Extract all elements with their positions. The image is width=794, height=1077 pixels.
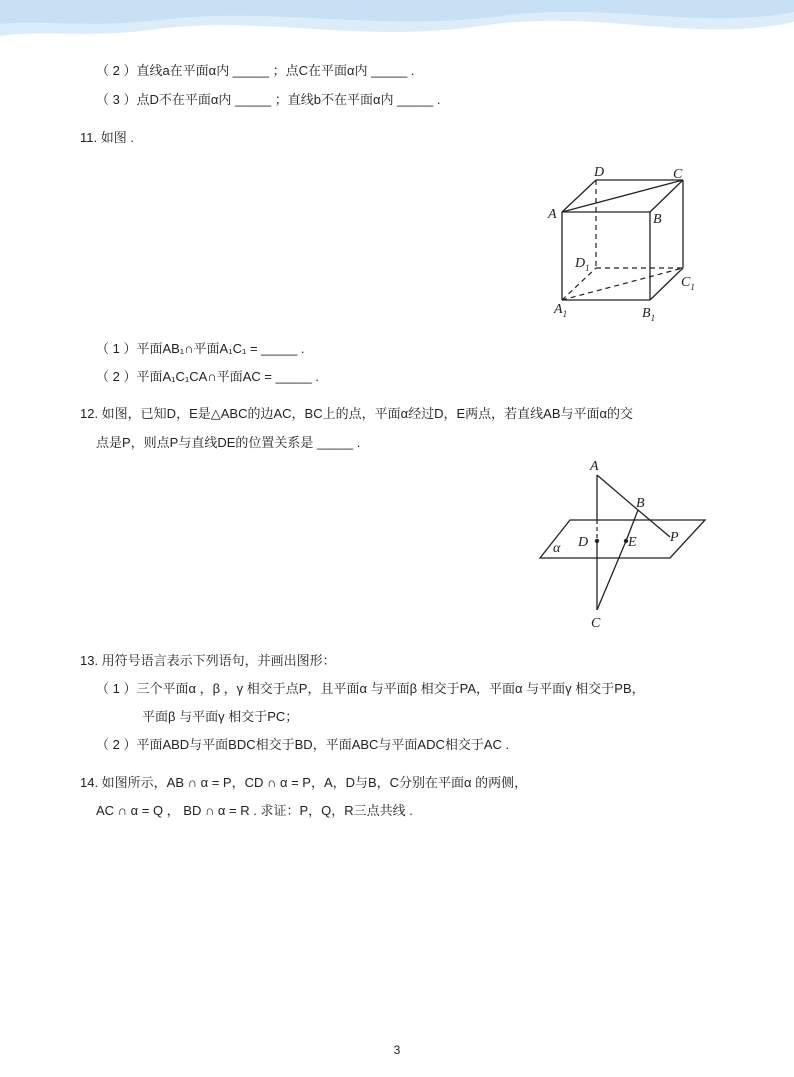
label-B: B (653, 212, 662, 227)
q10-part2: （ 2 ）直线a在平面α内 _____ ；点C在平面α内 _____ . (96, 63, 415, 78)
label-D: D (578, 535, 589, 550)
edge-B1C1 (650, 268, 683, 300)
label-B1: $B_1$ (642, 306, 656, 323)
header-wave-decoration (0, 0, 794, 60)
label-D: D (594, 165, 605, 180)
label-C: C (673, 167, 683, 182)
q13-part2: （ 2 ）平面ABD与平面BDC相交于BD，平面ABC与平面ADC相交于AC . (96, 737, 510, 752)
q11-part2: （ 2 ）平面A₁C₁CA∩平面AC = _____ . (96, 369, 319, 384)
q13-title: 13. 用符号语言表示下列语句，并画出图形： (80, 653, 336, 668)
label-C: C (591, 616, 601, 631)
label-alpha: α (553, 541, 561, 556)
segment-BP (638, 510, 670, 537)
q14-line2: AC ∩ α = Q ， BD ∩ α = R . 求证：P，Q，R三点共线 . (96, 803, 413, 818)
label-A: A (590, 459, 599, 474)
segment-EC (597, 541, 626, 610)
label-E: E (628, 535, 637, 550)
q10-part3: （ 3 ）点D不在平面α内 _____ ；直线b不在平面α内 _____ . (96, 92, 441, 107)
q12-line1: 12. 如图，已知D，E是△ABC的边AC，BC上的点，平面α经过D，E两点，若直线AB与平面α的交 (80, 406, 634, 421)
page-number: 3 (393, 1043, 401, 1057)
diagonal-A1C1 (562, 268, 683, 300)
q14-line1: 14. 如图所示，AB ∩ α = P，CD ∩ α = P，A，D与B，C分别在平面α 的两侧， (80, 775, 528, 790)
q13-part1-line1: （ 1 ）三个平面α ，β ，γ 相交于点P，且平面α 与平面β 相交于PA，平面α 与平面γ 相交于PB， (96, 681, 645, 696)
cube-figure (540, 160, 710, 325)
point-D (595, 539, 599, 543)
q13-part1-line2: 平面β 与平面γ 相交于PC； (142, 709, 299, 724)
plane-figure (530, 455, 720, 635)
label-C1: $C_1$ (681, 275, 695, 292)
q11-part1: （ 1 ）平面AB₁∩平面A₁C₁ = _____ . (96, 341, 305, 356)
plane-alpha (540, 520, 705, 558)
segment-AB-upper (597, 475, 638, 510)
label-B: B (636, 496, 645, 511)
q12-line2: 点是P，则点P与直线DE的位置关系是 _____ . (96, 435, 361, 450)
q11-title: 11. 如图 . (80, 130, 134, 145)
label-P: P (670, 530, 679, 545)
edge-A1D1 (562, 268, 596, 300)
label-A1: $A_1$ (554, 302, 568, 319)
label-A: A (548, 207, 557, 222)
diagonal-AC (562, 180, 683, 212)
label-D1: $D_1$ (575, 256, 590, 273)
